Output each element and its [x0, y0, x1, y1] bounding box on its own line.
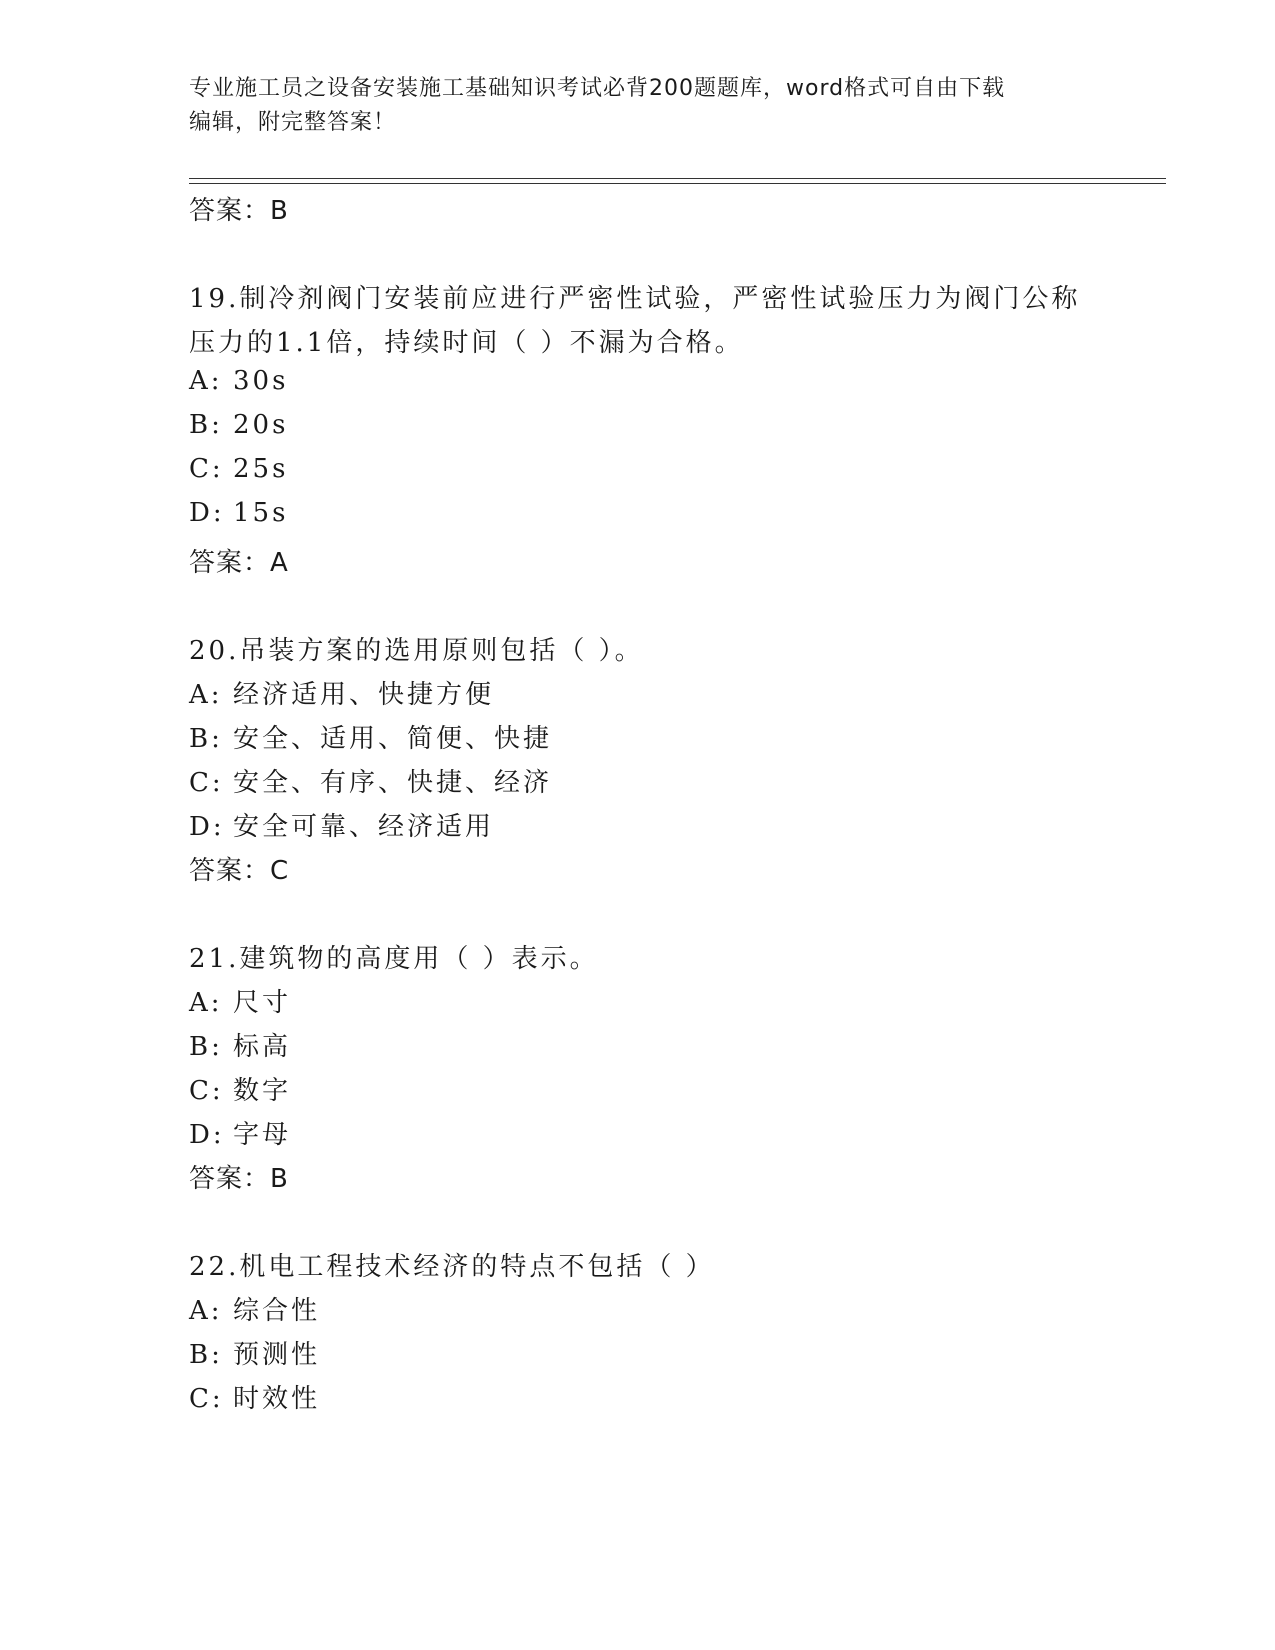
option-text: 标高: [233, 1032, 292, 1062]
question-21-stem: 21.建筑物的高度用（ ）表示。: [189, 944, 599, 974]
question-19-stem-line-1: 19.制冷剂阀门安装前应进行严密性试验，严密性试验压力为阀门公称: [189, 284, 1081, 314]
question-21-option-a: [189, 982, 291, 1019]
document-header: [189, 72, 1089, 140]
header-divider: [189, 178, 1166, 179]
question-21-option-c: [189, 1070, 291, 1107]
option-letter: C:: [189, 1384, 224, 1414]
question-20-option-c: [189, 762, 552, 799]
option-letter: A:: [189, 1296, 223, 1326]
question-22-option-b: [189, 1334, 320, 1371]
question-22-option-c: [189, 1378, 320, 1415]
option-letter: D:: [189, 1120, 225, 1150]
option-letter: D:: [189, 498, 225, 528]
option-letter: B:: [189, 1340, 223, 1370]
option-letter: C:: [189, 454, 224, 484]
question-19-option-d: [189, 498, 288, 528]
option-letter: A:: [189, 988, 223, 1018]
option-text: 25s: [233, 454, 289, 484]
question-19-answer: 答案：A: [189, 548, 289, 578]
option-text: 15s: [233, 498, 289, 528]
question-20-option-b: [189, 718, 552, 755]
header-line-1: 专业施工员之设备安装施工基础知识考试必背200题题库，word格式可自由下载: [189, 76, 1006, 101]
question-19-option-a: [189, 366, 288, 396]
option-letter: D:: [189, 812, 225, 842]
option-text: 安全可靠、经济适用: [233, 812, 495, 842]
question-20-answer: 答案：C: [189, 856, 290, 886]
option-letter: B:: [189, 1032, 223, 1062]
answer-prev: 答案：B: [189, 196, 289, 226]
option-text: 数字: [233, 1076, 292, 1106]
option-letter: C:: [189, 1076, 224, 1106]
option-letter: B:: [189, 410, 223, 440]
question-20-option-d: [189, 806, 494, 843]
option-letter: B:: [189, 724, 223, 754]
question-21-option-d: [189, 1114, 291, 1151]
option-text: 预测性: [233, 1340, 321, 1370]
question-21-answer: 答案：B: [189, 1164, 289, 1194]
option-text: 安全、适用、简便、快捷: [233, 724, 553, 754]
option-text: 30s: [233, 366, 289, 396]
option-letter: A:: [189, 680, 223, 710]
option-text: 20s: [233, 410, 289, 440]
option-text: 经济适用、快捷方便: [233, 680, 495, 710]
option-text: 字母: [233, 1120, 292, 1150]
header-line-2: 编辑，附完整答案！: [189, 110, 397, 135]
option-text: 时效性: [233, 1384, 321, 1414]
option-letter: A:: [189, 366, 223, 396]
question-19-option-c: [189, 454, 288, 484]
question-20-stem: 20.吊装方案的选用原则包括（ ）。: [189, 636, 644, 666]
question-21-option-b: [189, 1026, 291, 1063]
option-text: 尺寸: [233, 988, 292, 1018]
question-22-stem: 22.机电工程技术经济的特点不包括（ ）: [189, 1252, 715, 1282]
option-text: 综合性: [233, 1296, 321, 1326]
option-letter: C:: [189, 768, 224, 798]
question-19-option-b: [189, 410, 288, 440]
question-20-option-a: [189, 674, 494, 711]
question-19-stem-line-2: 压力的1.1倍，持续时间（ ）不漏为合格。: [189, 328, 744, 358]
option-text: 安全、有序、快捷、经济: [233, 768, 553, 798]
header-divider-second: [189, 183, 1166, 184]
question-22-option-a: [189, 1290, 320, 1327]
